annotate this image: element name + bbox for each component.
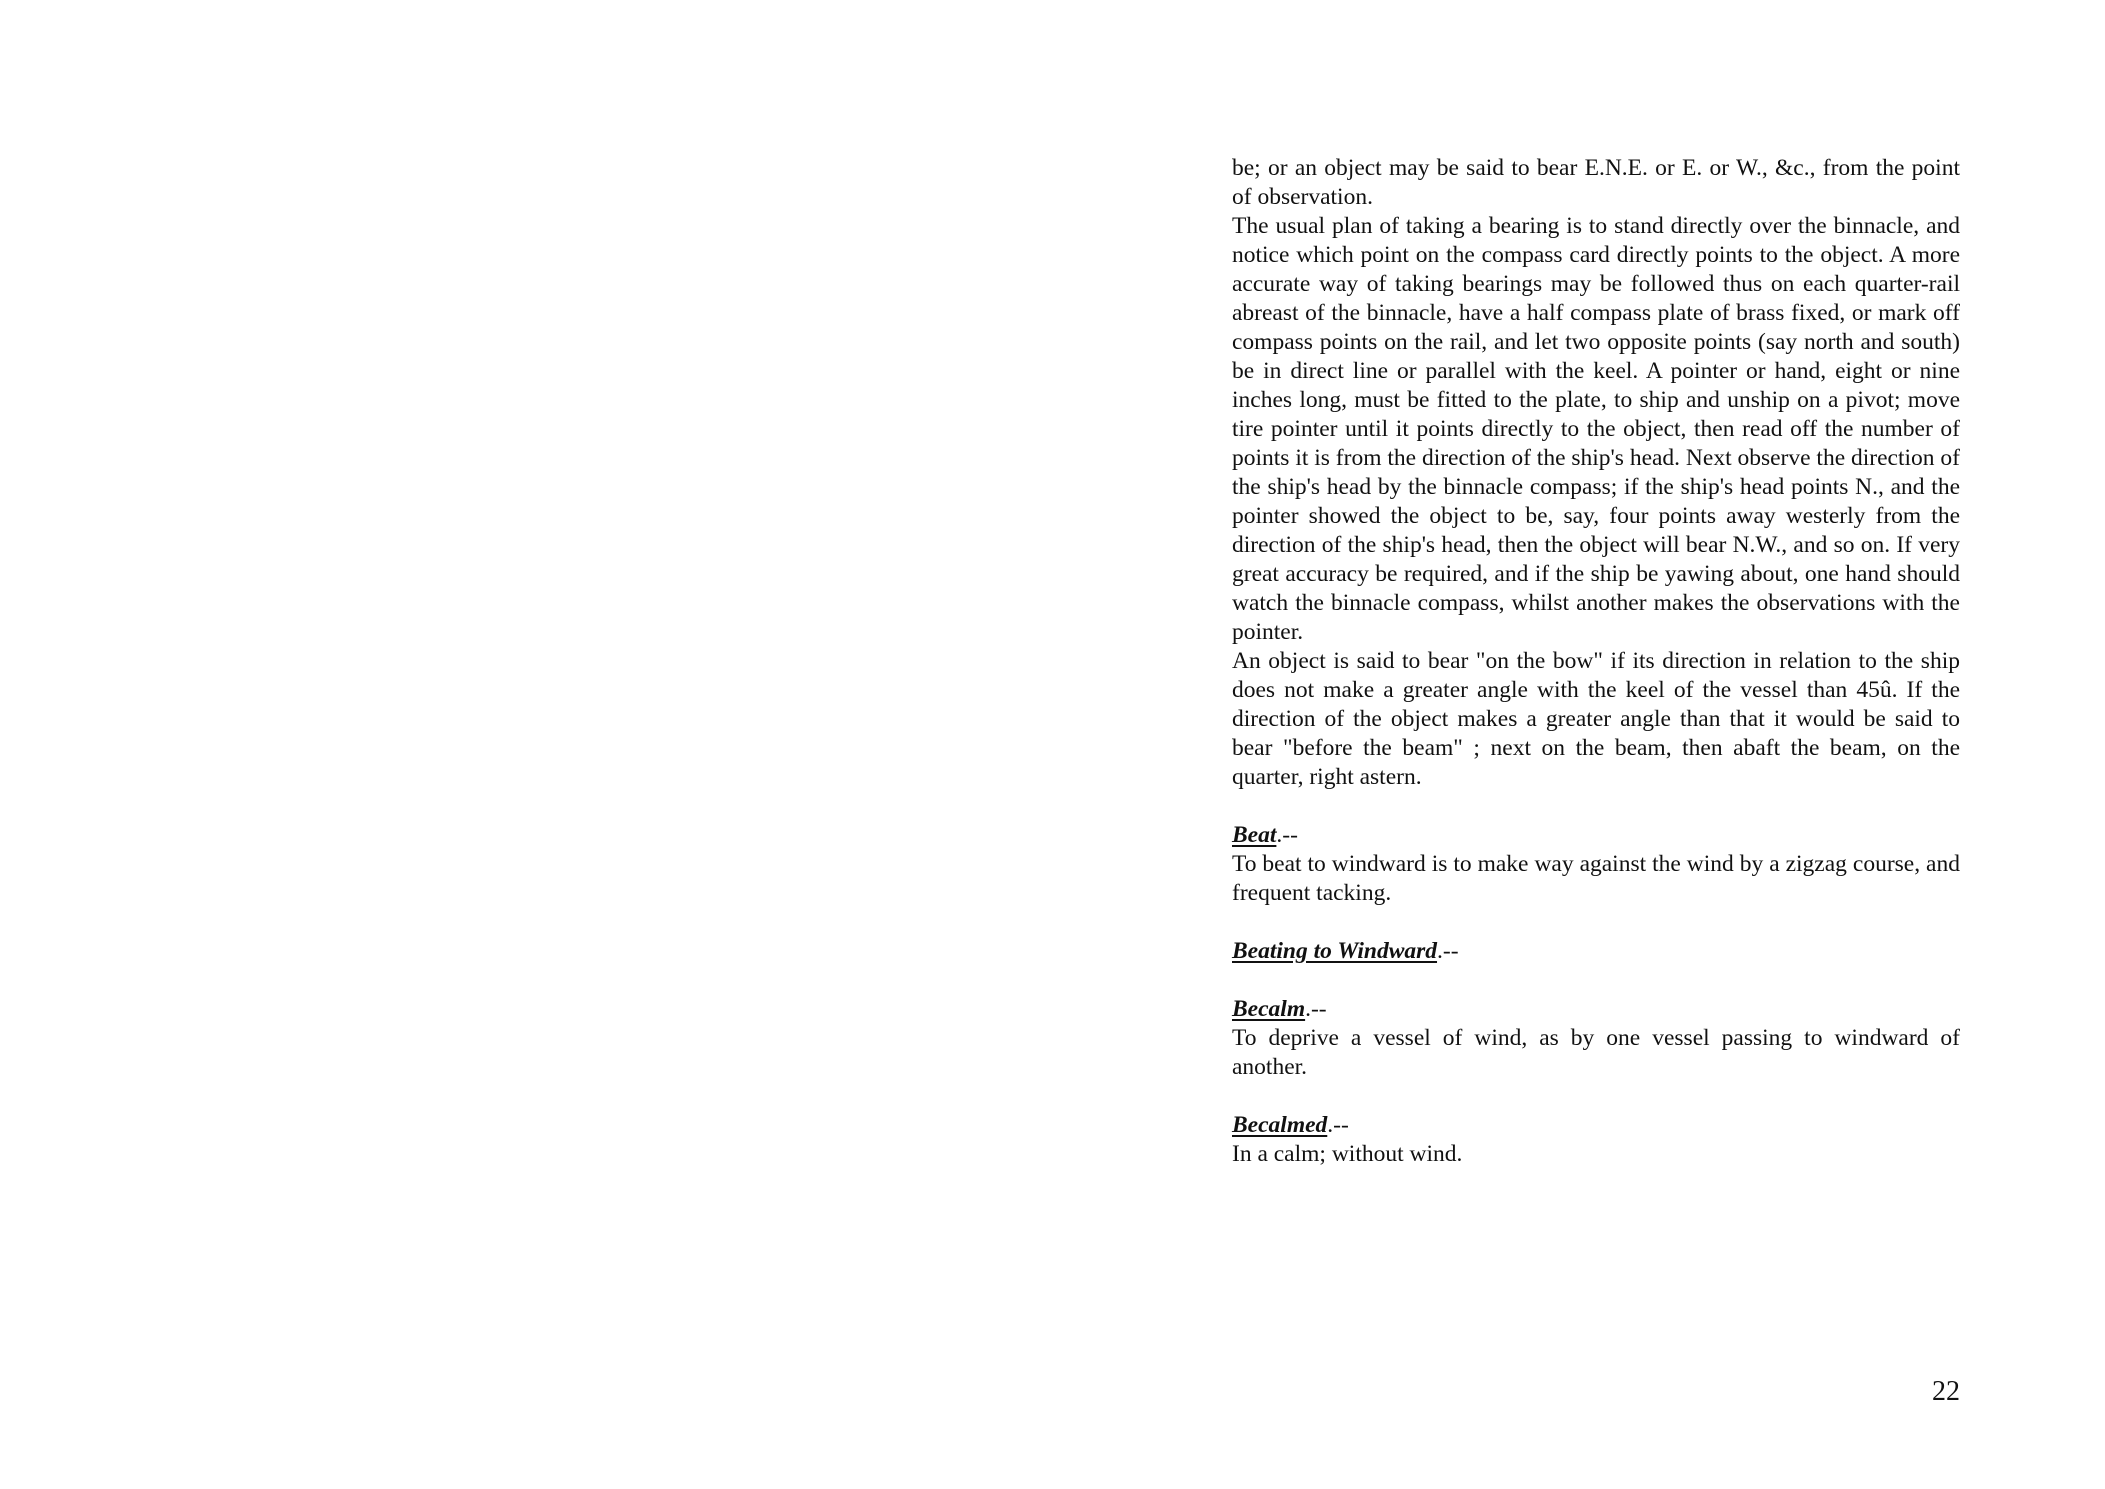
page-number: 22 <box>1932 1376 1960 1407</box>
paragraph: be; or an object may be said to bear E.N.E. or E. or W., &c., from the point of observation. <box>1232 155 1960 210</box>
text-column <box>1232 154 1960 1169</box>
entry-term: Becalm <box>1232 996 1306 1022</box>
spacer <box>1232 1082 1960 1111</box>
entry-suffix: .-- <box>1327 1112 1349 1138</box>
entry-definition: In a calm; without wind. <box>1232 1141 1463 1167</box>
entry-definition: To beat to windward is to make way against the wind by a zigzag course, and frequent tacking. <box>1232 851 1960 906</box>
entry-heading <box>1232 937 1960 966</box>
entry-term: Beating to Windward <box>1232 938 1438 964</box>
entry-heading <box>1232 1111 1960 1140</box>
spacer <box>1232 908 1960 937</box>
paragraph: An object is said to bear "on the bow" if its direction in relation to the ship does not make a greater angle with the keel of the vessel than 45û. If the direction of the object makes a greater angle than that it would be said to bear "before the beam" ; next on the beam, then abaft the beam, on the quarter, right astern. <box>1232 648 1960 790</box>
glossary-entry-becalm <box>1232 995 1960 1082</box>
entry-suffix: .-- <box>1276 822 1298 848</box>
paragraph: The usual plan of taking a bearing is to stand directly over the binnacle, and notice which point on the compass card directly points to the object. A more accurate way of taking bearings may be followed thus on each quarter-rail abreast of the binnacle, have a half compass plate of brass fixed, or mark off compass points on the rail, and let two opposite points (say north and south) be in direct line or parallel with the keel. A pointer or hand, eight or nine inches long, must be fitted to the plate, to ship and unship on a pivot; move tire pointer until it points directly to the object, then read off the number of points it is from the direction of the ship's head. Next observe the direction of the ship's head by the binnacle compass; if the ship's head points N., and the pointer showed the object to be, say, four points away westerly from the direction of the ship's head, then the object will bear N.W., and so on. If very great accuracy be required, and if the ship be yawing about, one hand should watch the binnacle compass, whilst another makes the observations with the pointer. <box>1232 213 1960 645</box>
glossary-entry-beating-to-windward <box>1232 937 1960 966</box>
entry-definition: To deprive a vessel of wind, as by one vessel passing to windward of another. <box>1232 1025 1960 1080</box>
entry-term: Becalmed <box>1232 1112 1328 1138</box>
glossary-entry-beat <box>1232 821 1960 908</box>
entry-suffix: .-- <box>1437 938 1459 964</box>
glossary-entry-becalmed <box>1232 1111 1960 1169</box>
entry-suffix: .-- <box>1305 996 1327 1022</box>
spacer <box>1232 792 1960 821</box>
entry-heading <box>1232 995 1960 1024</box>
spacer <box>1232 966 1960 995</box>
entry-heading <box>1232 821 1960 850</box>
entry-term: Beat <box>1232 822 1277 848</box>
